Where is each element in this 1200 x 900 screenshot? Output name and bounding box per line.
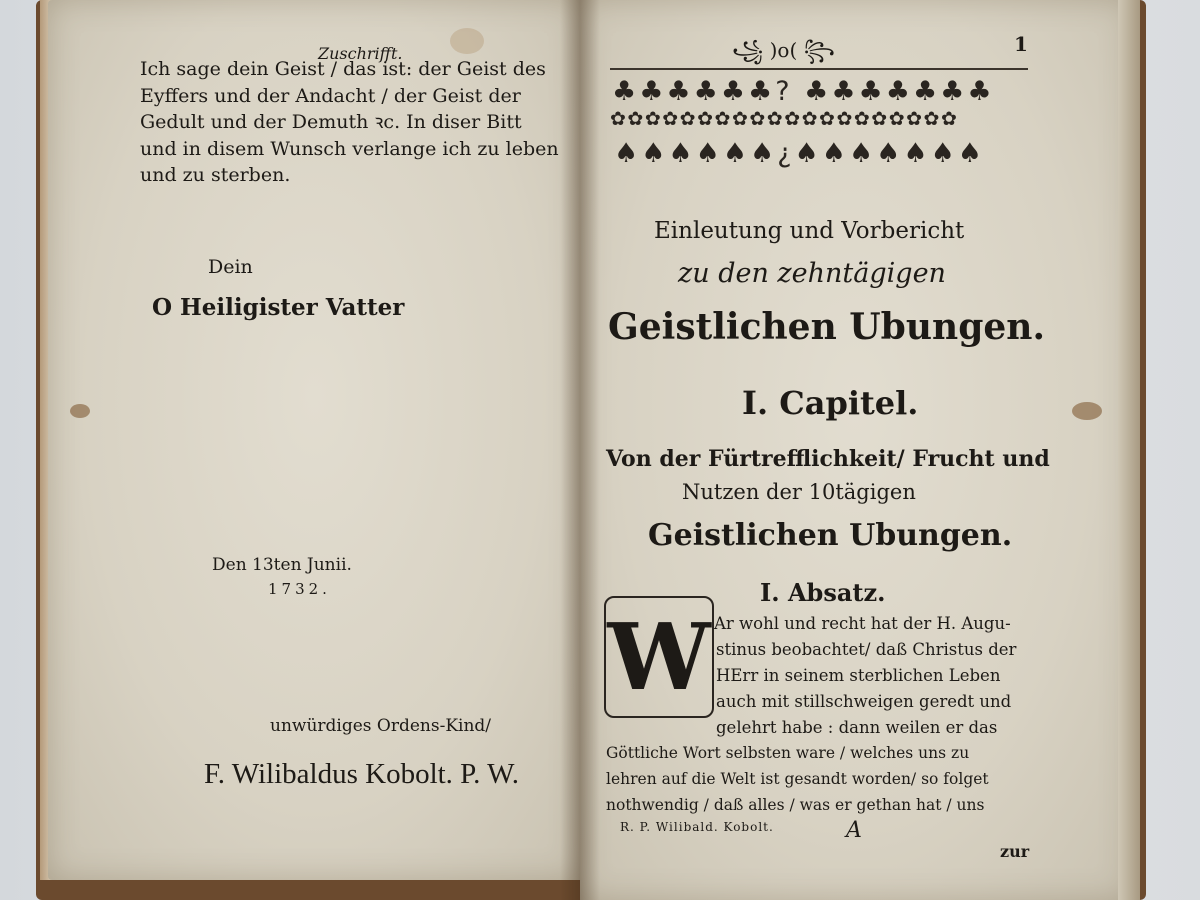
stain-left xyxy=(70,404,90,418)
left-running-head: Zuschrifft. xyxy=(318,44,403,63)
left-closing: unwürdiges Ordens-Kind/ xyxy=(270,716,492,736)
title-line-1: Einleutung und Vorbericht xyxy=(654,218,965,244)
left-body-line: Gedult und der Demuth ꝛc. In diser Bitt xyxy=(140,111,522,133)
stain-top xyxy=(450,28,484,54)
title-line-3: Geistlichen Ubungen. xyxy=(608,306,1045,348)
stain-right xyxy=(1072,402,1102,420)
left-body-text xyxy=(140,56,559,189)
catchword: zur xyxy=(1000,842,1030,861)
signature-mark: R. P. Wilibald. Kobolt. xyxy=(620,820,774,834)
chapter-title-3: Geistlichen Ubungen. xyxy=(648,518,1013,553)
page-number: 1 xyxy=(1014,32,1028,56)
header-rule xyxy=(610,68,1028,70)
right-page-edge xyxy=(1118,0,1140,900)
left-body-line: Ich sage dein Geist / das ist: der Geist des xyxy=(140,58,546,80)
header-ornament: ꧁ )o( ꧂ xyxy=(732,38,835,62)
body-line-indented: gelehrt habe : dann weilen er das xyxy=(716,718,998,737)
decorated-initial: W xyxy=(604,596,714,718)
left-salutation-2: O Heiligister Vatter xyxy=(152,294,405,321)
section-heading: I. Absatz. xyxy=(760,578,886,607)
body-line-full: lehren auf die Welt ist gesandt worden/ so folget xyxy=(606,770,989,788)
body-line-indented: stinus beobachtet/ daß Christus der xyxy=(716,640,1017,659)
left-year: 1732. xyxy=(268,580,331,598)
body-line-full: Göttliche Wort selbsten ware / welches uns zu xyxy=(606,744,970,762)
left-salutation-1: Dein xyxy=(208,256,253,278)
left-body-line: und in disem Wunsch verlange ich zu leben xyxy=(140,137,559,160)
ornament-row-3: ♠♠♠♠♠♠¿♠♠♠♠♠♠♠ xyxy=(614,138,985,169)
ornament-row-2: ✿✿✿✿✿✿✿✿✿✿✿✿✿✿✿✿✿✿✿✿ xyxy=(610,108,959,130)
left-date-line: Den 13ten Junii. xyxy=(212,555,352,575)
left-body-line: Eyffers und der Andacht / der Geist der xyxy=(140,84,521,107)
book-gutter xyxy=(560,0,600,900)
left-author: F. Wilibaldus Kobolt. P. W. xyxy=(204,758,520,790)
body-line-full: nothwendig / daß alles / was er gethan hat / uns xyxy=(606,796,985,814)
body-line-indented: Ar wohl und recht hat der H. Augu- xyxy=(714,614,1011,633)
title-line-2: zu den zehntägigen xyxy=(678,258,946,289)
body-line-indented: auch mit stillschweigen geredt und xyxy=(716,692,1012,711)
chapter-title-2: Nutzen der 10tägigen xyxy=(682,480,916,504)
chapter-title-1: Von der Fürtrefflichkeit/ Frucht und xyxy=(606,446,1050,472)
chapter-heading: I. Capitel. xyxy=(742,384,919,422)
body-line-indented: HErr in seinem sterblichen Leben xyxy=(716,666,1001,685)
signature-letter: A xyxy=(846,818,862,843)
ornament-row-1: ♣♣♣♣♣♣? ♣♣♣♣♣♣♣ xyxy=(612,76,995,107)
left-body-line: und zu sterben. xyxy=(140,164,291,186)
